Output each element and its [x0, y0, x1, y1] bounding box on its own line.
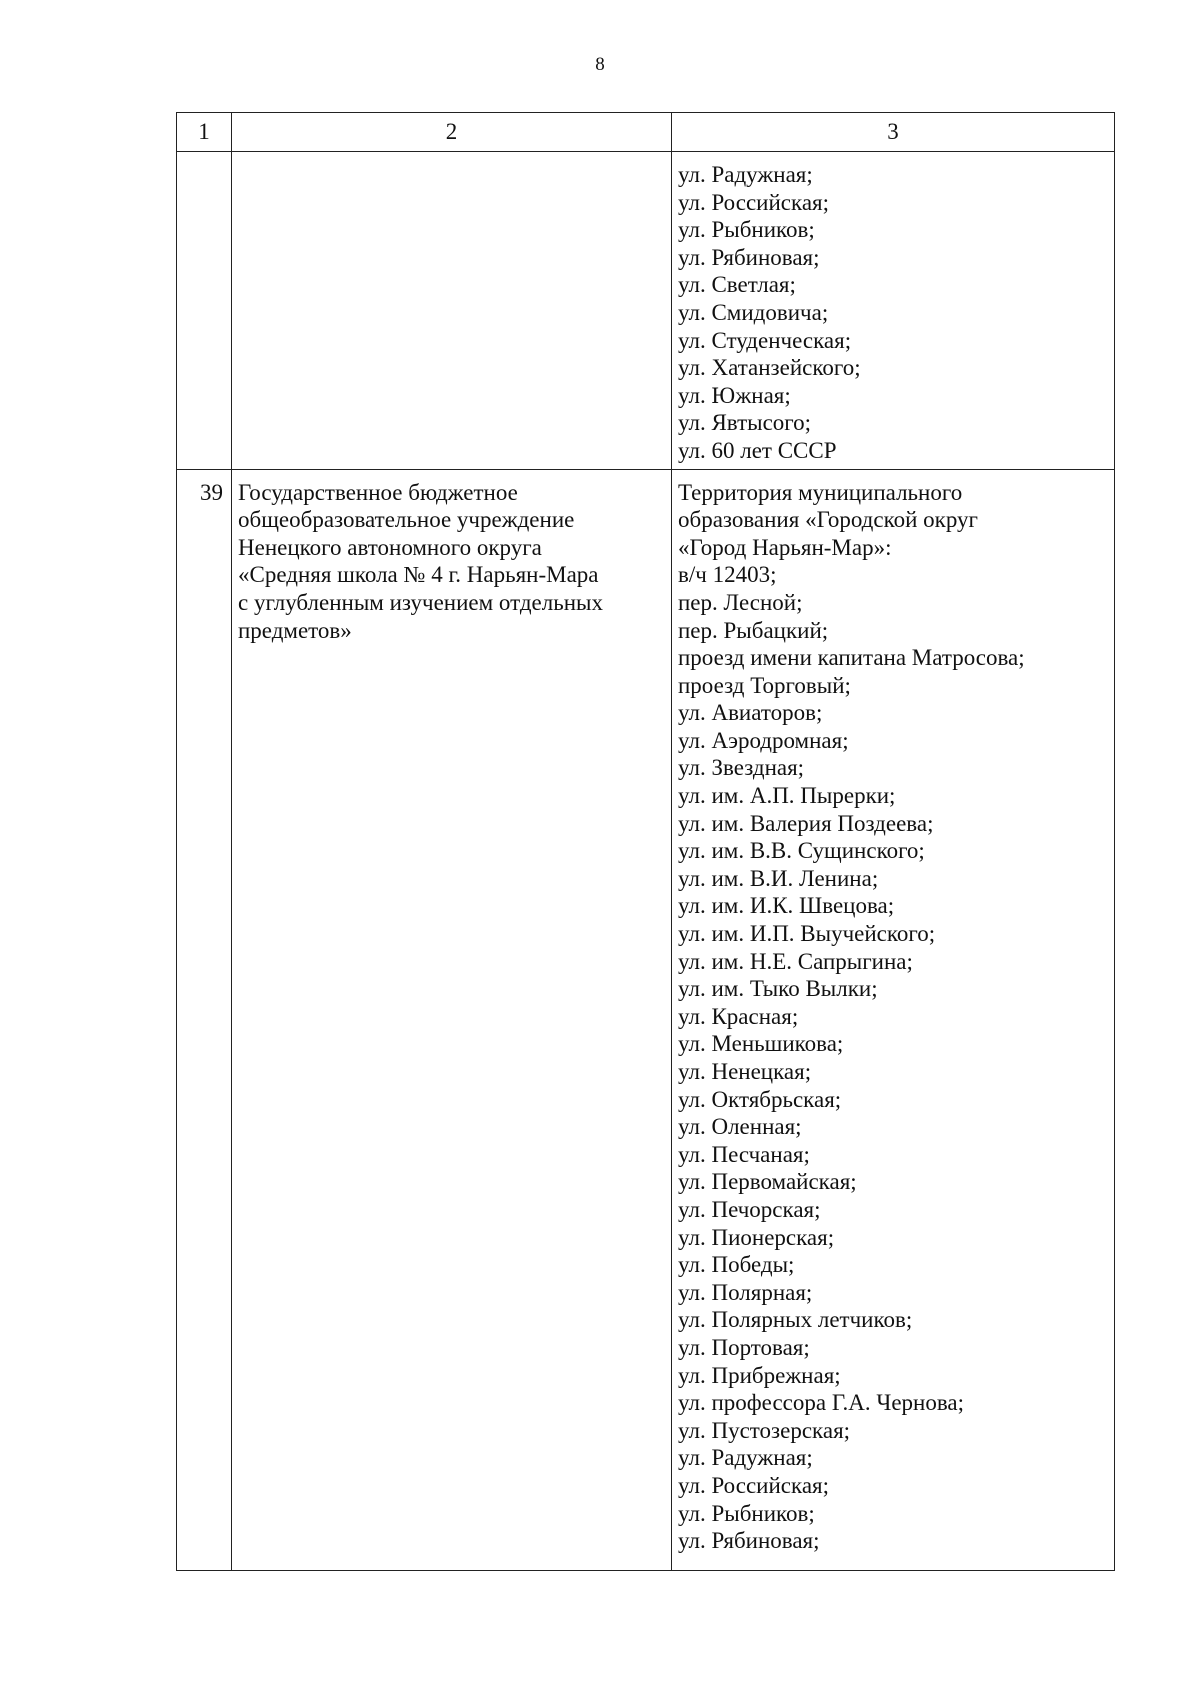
header-col-3: 3: [672, 113, 1115, 152]
institution-name-line: Ненецкого автономного округа: [238, 534, 542, 560]
institution-name: [232, 470, 671, 645]
street-item: ул. Студенческая;: [678, 327, 852, 353]
territory-item: ул. им. Н.Е. Сапрыгина;: [678, 948, 913, 974]
street-item: ул. Явтысого;: [678, 410, 812, 436]
street-item: ул. Рябиновая;: [678, 244, 820, 270]
street-item: ул. Радужная;: [678, 162, 813, 187]
territory-item: ул. Печорская;: [678, 1196, 821, 1222]
territory-item: Территория муниципального: [678, 479, 963, 505]
territory-item: ул. им. И.К. Швецова;: [678, 893, 895, 919]
institution-name-cell: [232, 469, 672, 1570]
territory-item: в/ч 12403;: [678, 562, 777, 588]
territory-item: ул. Меньшикова;: [678, 1031, 844, 1057]
territory-item: образования «Городской округ: [678, 507, 978, 533]
row-number: 39: [200, 479, 223, 505]
street-item: ул. Хатанзейского;: [678, 355, 861, 381]
territory-item: ул. Звездная;: [678, 755, 805, 781]
territory-item: ул. профессора Г.А. Чернова;: [678, 1390, 965, 1416]
row-number: [177, 152, 231, 161]
territory-item: ул. Российская;: [678, 1472, 830, 1498]
territory-item: «Город Нарьян-Мар»:: [678, 534, 892, 560]
territory-cell: [672, 469, 1115, 1570]
schools-territory-table: [176, 112, 1115, 1571]
institution-name-line: общеобразовательное учреждение: [238, 507, 575, 533]
territory-item: ул. Песчаная;: [678, 1141, 810, 1167]
header-col-2: 2: [232, 113, 672, 152]
territory-item: ул. им. И.П. Выучейского;: [678, 921, 936, 947]
table-header-row: [177, 113, 1115, 152]
territory-item: ул. Рыбников;: [678, 1500, 815, 1526]
institution-name-line: с углубленным изучением отдельных: [238, 589, 603, 615]
row-number-cell: [177, 152, 232, 470]
territory-item: ул. Первомайская;: [678, 1169, 857, 1195]
territory-item: ул. им. Валерия Поздеева;: [678, 810, 934, 836]
territory-item: пер. Лесной;: [678, 589, 803, 615]
street-item: ул. Российская;: [678, 189, 830, 215]
territory-item: ул. им. Тыко Вылки;: [678, 976, 878, 1002]
territory-item: ул. им. А.П. Пырерки;: [678, 783, 896, 809]
institution-name-cell: [232, 152, 672, 470]
institution-name-line: «Средняя школа № 4 г. Нарьян-Мара: [238, 562, 599, 588]
territory-item: ул. Полярных летчиков;: [678, 1307, 913, 1333]
page-number: 8: [595, 54, 605, 75]
territory-item: ул. Радужная;: [678, 1445, 813, 1471]
territory-item: ул. Портовая;: [678, 1334, 810, 1360]
table-row-continued: [177, 152, 1115, 470]
territory-cell: [672, 152, 1115, 470]
street-item: ул. 60 лет СССР: [678, 437, 837, 463]
row-number-cell: [177, 469, 232, 1570]
institution-name-line: предметов»: [238, 617, 352, 643]
territory-item: ул. Рябиновая;: [678, 1528, 820, 1554]
street-item: ул. Южная;: [678, 382, 791, 408]
territory-list: [672, 152, 1114, 469]
territory-item: ул. Авиаторов;: [678, 700, 823, 726]
territory-item: проезд имени капитана Матросова;: [678, 645, 1025, 671]
territory-item: ул. Аэродромная;: [678, 727, 849, 753]
institution-name-line: Государственное бюджетное: [238, 479, 518, 505]
header-col-1: 1: [177, 113, 232, 152]
territory-item: ул. Октябрьская;: [678, 1086, 842, 1112]
territory-item: ул. им. В.И. Ленина;: [678, 865, 879, 891]
territory-item: ул. Победы;: [678, 1252, 795, 1278]
table-row-39: [177, 469, 1115, 1570]
territory-item: пер. Рыбацкий;: [678, 617, 829, 643]
territory-item: ул. Красная;: [678, 1003, 799, 1029]
territory-item: ул. Прибрежная;: [678, 1362, 841, 1388]
territory-item: ул. Ненецкая;: [678, 1059, 812, 1084]
territory-item: проезд Торговый;: [678, 672, 851, 698]
street-item: ул. Светлая;: [678, 272, 796, 298]
territory-item: ул. Пустозерская;: [678, 1417, 851, 1443]
street-item: ул. Смидовича;: [678, 299, 829, 325]
territory-item: ул. Оленная;: [678, 1114, 802, 1140]
territory-item: ул. Полярная;: [678, 1279, 813, 1305]
territory-item: ул. Пионерская;: [678, 1224, 835, 1250]
territory-item: ул. им. В.В. Сущинского;: [678, 838, 925, 864]
territory-list: [672, 470, 1114, 1555]
institution-name: [232, 152, 671, 161]
street-item: ул. Рыбников;: [678, 217, 815, 243]
